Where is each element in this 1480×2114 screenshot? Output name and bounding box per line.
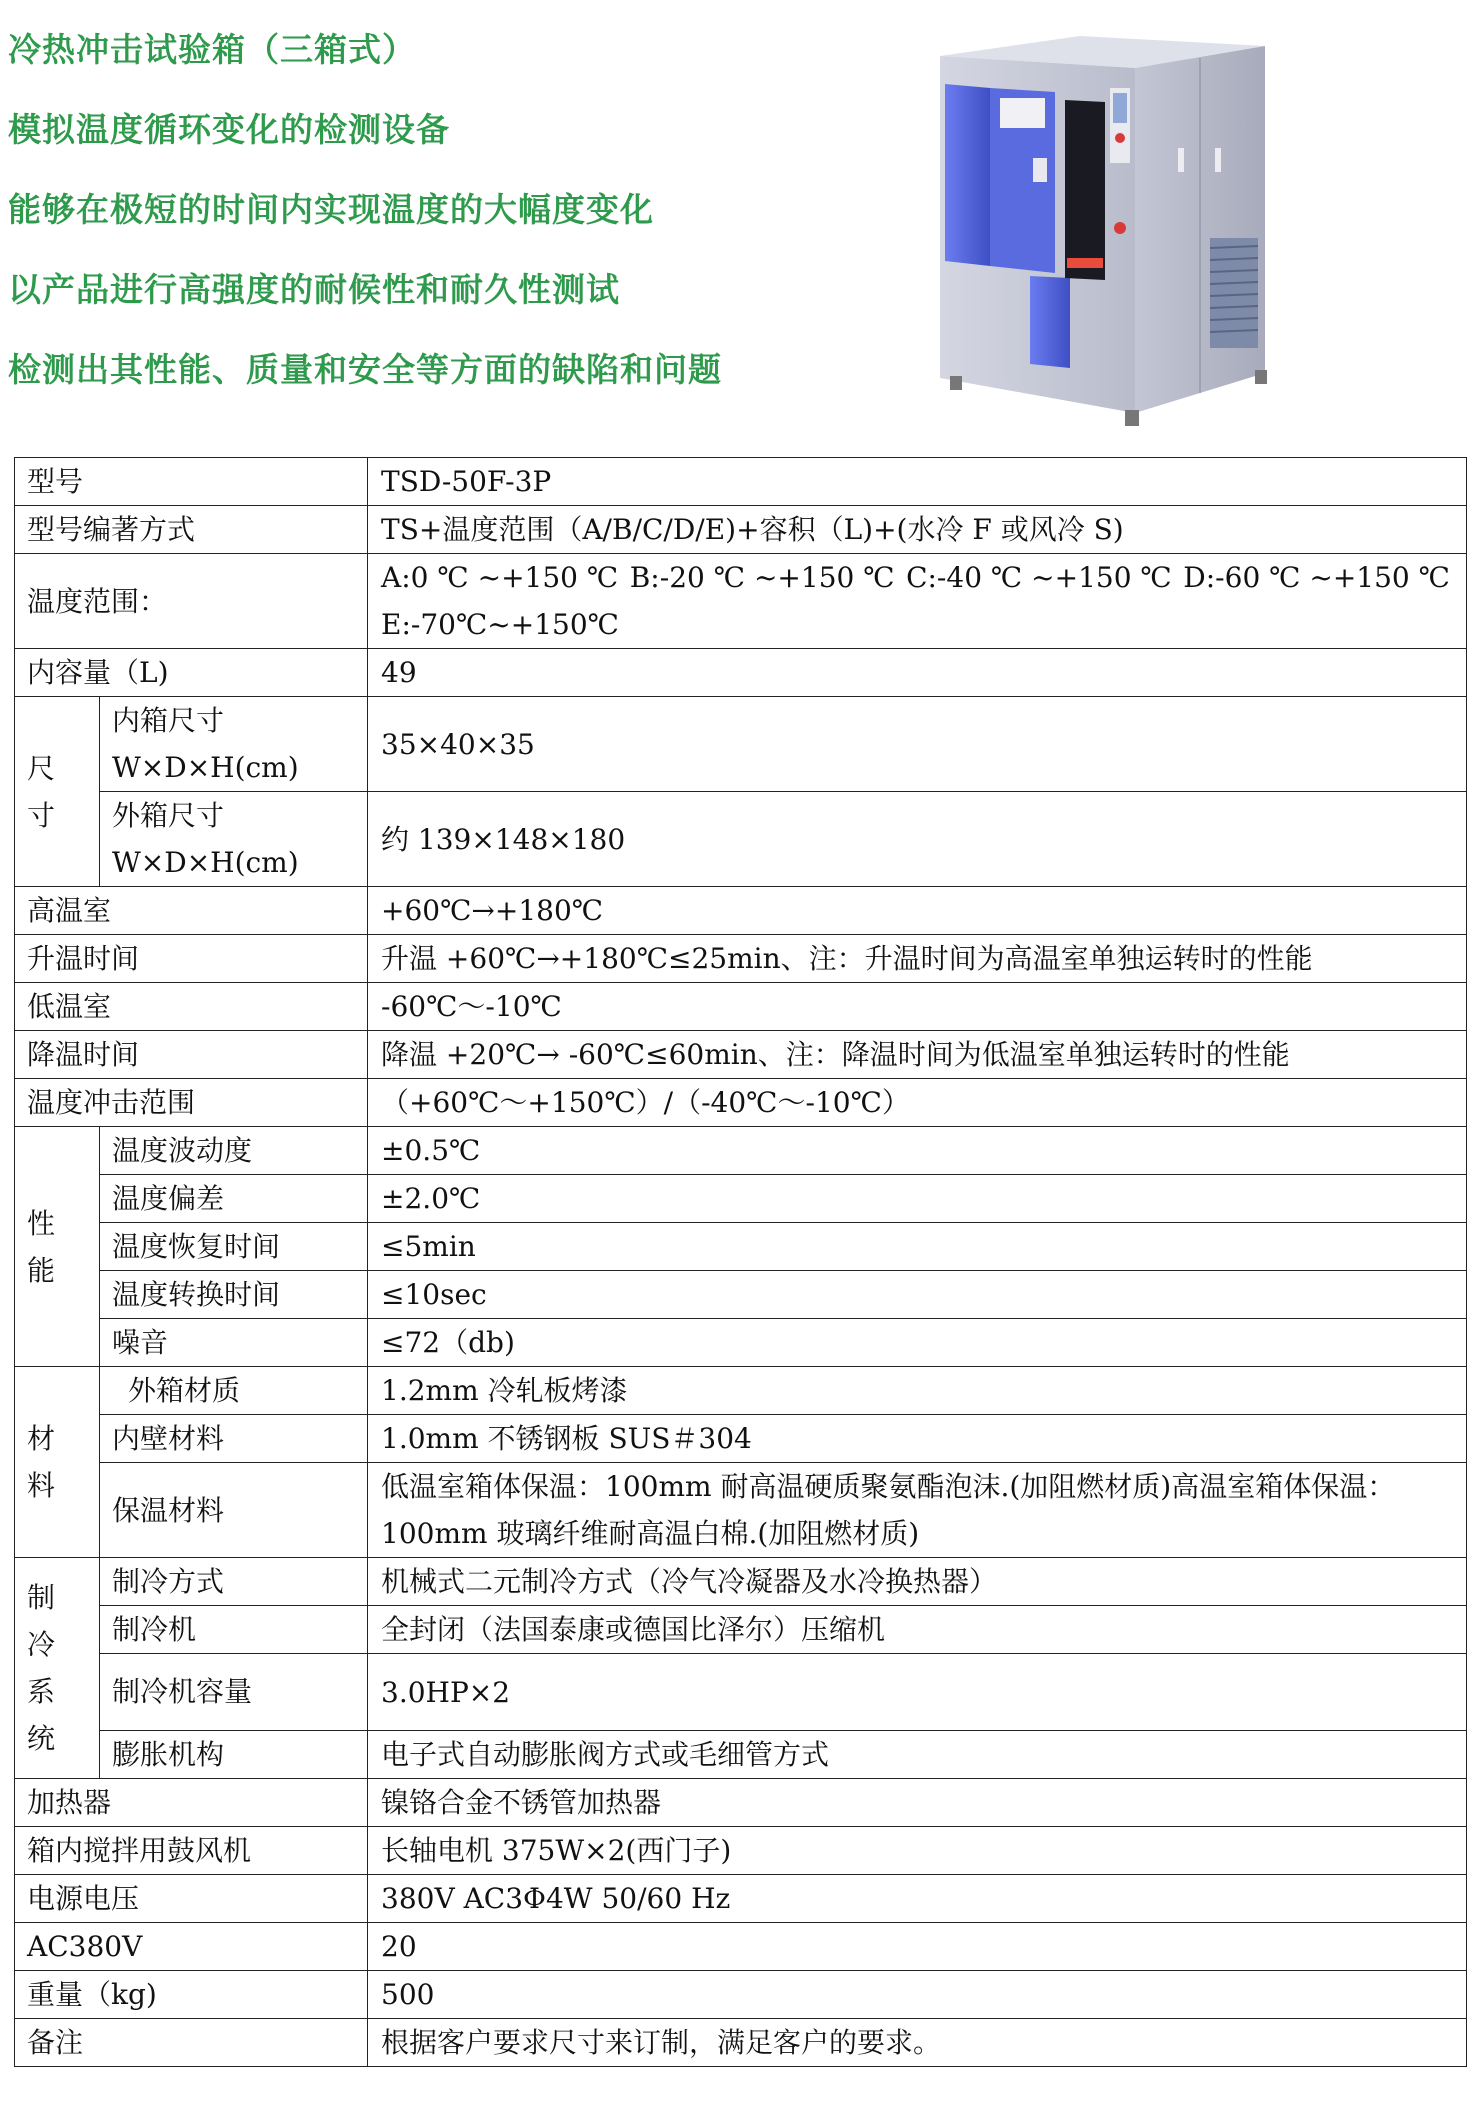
high-room-value: +60℃→+180℃ bbox=[368, 887, 1467, 935]
table-row bbox=[15, 458, 1467, 506]
table-row bbox=[15, 1031, 1467, 1079]
table-row bbox=[15, 792, 1467, 887]
table-row bbox=[15, 1319, 1467, 1367]
expansion-label: 膨胀机构 bbox=[100, 1731, 368, 1779]
headline-2: 模拟温度循环变化的检测设备 bbox=[8, 110, 450, 149]
table-row bbox=[15, 1558, 1467, 1606]
table-row bbox=[15, 1463, 1467, 1558]
insulation-label: 保温材料 bbox=[100, 1463, 368, 1558]
noise-label: 噪音 bbox=[100, 1319, 368, 1367]
spec-table bbox=[14, 457, 1467, 2067]
table-row bbox=[15, 1415, 1467, 1463]
model-value: TSD-50F-3P bbox=[368, 458, 1467, 506]
table-row bbox=[15, 1923, 1467, 1971]
table-row bbox=[15, 554, 1467, 649]
table-row bbox=[15, 506, 1467, 554]
volume-label: 内容量（L) bbox=[15, 649, 368, 697]
table-row bbox=[15, 1223, 1467, 1271]
weight-value: 500 bbox=[368, 1971, 1467, 2019]
high-room-label: 高温室 bbox=[15, 887, 368, 935]
outer-size-label: 外箱尺寸 W×D×H(cm) bbox=[100, 792, 368, 887]
heat-time-label: 升温时间 bbox=[15, 935, 368, 983]
headline-5: 检测出其性能、质量和安全等方面的缺陷和问题 bbox=[8, 350, 722, 389]
capacity-value: 3.0HP×2 bbox=[368, 1654, 1467, 1731]
power-value: 380V AC3Φ4W 50/60 Hz bbox=[368, 1875, 1467, 1923]
inner-size-label: 内箱尺寸 W×D×H(cm) bbox=[100, 697, 368, 792]
inner-material-label: 内壁材料 bbox=[100, 1415, 368, 1463]
deviation-label: 温度偏差 bbox=[100, 1175, 368, 1223]
table-row bbox=[15, 1827, 1467, 1875]
table-row bbox=[15, 1731, 1467, 1779]
table-row bbox=[15, 1175, 1467, 1223]
transition-label: 温度转换时间 bbox=[100, 1271, 368, 1319]
table-row bbox=[15, 1654, 1467, 1731]
noise-value: ≤72（db) bbox=[368, 1319, 1467, 1367]
model-label: 型号 bbox=[15, 458, 368, 506]
ac380-value: 20 bbox=[368, 1923, 1467, 1971]
table-row bbox=[15, 1079, 1467, 1127]
outer-material-label: 外箱材质 bbox=[100, 1367, 368, 1415]
temp-range-label: 温度范围： bbox=[15, 554, 368, 649]
table-row bbox=[15, 1971, 1467, 2019]
headline-3: 能够在极短的时间内实现温度的大幅度变化 bbox=[8, 190, 654, 229]
weight-label: 重量（kg) bbox=[15, 1971, 368, 2019]
fluctuation-value: ±0.5℃ bbox=[368, 1127, 1467, 1175]
refrigeration-group-label: 制 冷 系 统 bbox=[15, 1558, 100, 1779]
deviation-value: ±2.0℃ bbox=[368, 1175, 1467, 1223]
cooling-method-label: 制冷方式 bbox=[100, 1558, 368, 1606]
fluctuation-label: 温度波动度 bbox=[100, 1127, 368, 1175]
capacity-label: 制冷机容量 bbox=[100, 1654, 368, 1731]
table-row bbox=[15, 1367, 1467, 1415]
table-row bbox=[15, 1271, 1467, 1319]
low-room-value: -60℃～-10℃ bbox=[368, 983, 1467, 1031]
headline-1: 冷热冲击试验箱（三箱式） bbox=[8, 30, 416, 69]
outer-size-value: 约 139×148×180 bbox=[368, 792, 1467, 887]
table-row bbox=[15, 1779, 1467, 1827]
temp-range-a: A:0 ℃ ~+150 ℃ bbox=[381, 561, 619, 594]
fan-value: 长轴电机 375W×2(西门子) bbox=[368, 1827, 1467, 1875]
outer-material-value: 1.2mm 冷轧板烤漆 bbox=[368, 1367, 1467, 1415]
recovery-label: 温度恢复时间 bbox=[100, 1223, 368, 1271]
ac380-label: AC380V bbox=[15, 1923, 368, 1971]
inner-size-value: 35×40×35 bbox=[368, 697, 1467, 792]
shock-range-value: （+60℃～+150℃）/（-40℃～-10℃） bbox=[368, 1079, 1467, 1127]
heater-value: 镍铬合金不锈管加热器 bbox=[368, 1779, 1467, 1827]
heater-label: 加热器 bbox=[15, 1779, 368, 1827]
table-row bbox=[15, 935, 1467, 983]
power-label: 电源电压 bbox=[15, 1875, 368, 1923]
performance-group-label: 性 能 bbox=[15, 1127, 100, 1367]
compressor-value: 全封闭（法国泰康或德国比泽尔）压缩机 bbox=[368, 1606, 1467, 1654]
temp-range-value bbox=[368, 554, 1467, 649]
recovery-value: ≤5min bbox=[368, 1223, 1467, 1271]
temp-range-c: C:-40 ℃ ~+150 ℃ bbox=[906, 561, 1172, 594]
fan-label: 箱内搅拌用鼓风机 bbox=[15, 1827, 368, 1875]
inner-material-value: 1.0mm 不锈钢板 SUS＃304 bbox=[368, 1415, 1467, 1463]
expansion-value: 电子式自动膨胀阀方式或毛细管方式 bbox=[368, 1731, 1467, 1779]
table-row bbox=[15, 887, 1467, 935]
cooling-method-value: 机械式二元制冷方式（冷气冷凝器及水冷换热器） bbox=[368, 1558, 1467, 1606]
table-row bbox=[15, 983, 1467, 1031]
naming-label: 型号编著方式 bbox=[15, 506, 368, 554]
headline-4: 以产品进行高强度的耐候性和耐久性测试 bbox=[8, 270, 620, 309]
table-row bbox=[15, 2019, 1467, 2067]
table-row bbox=[15, 1606, 1467, 1654]
volume-value: 49 bbox=[368, 649, 1467, 697]
insulation-value: 低温室箱体保温：100mm 耐高温硬质聚氨酯泡沫.(加阻燃材质)高温室箱体保温： 100mm 玻璃纤维耐高温白棉.(加阻燃材质) bbox=[368, 1463, 1467, 1558]
shock-range-label: 温度冲击范围 bbox=[15, 1079, 368, 1127]
heat-time-value: 升温 +60℃→+180℃≤25min、注：升温时间为高温室单独运转时的性能 bbox=[368, 935, 1467, 983]
compressor-label: 制冷机 bbox=[100, 1606, 368, 1654]
temp-range-e: E:-70℃~+150℃ bbox=[381, 608, 619, 641]
transition-value: ≤10sec bbox=[368, 1271, 1467, 1319]
material-group-label: 材 料 bbox=[15, 1367, 100, 1558]
table-row bbox=[15, 1127, 1467, 1175]
cool-time-label: 降温时间 bbox=[15, 1031, 368, 1079]
temp-range-d: D:-60 ℃ ~+150 ℃ bbox=[1183, 561, 1450, 594]
table-row bbox=[15, 1875, 1467, 1923]
thermal-shock-chamber-illustration bbox=[930, 28, 1300, 428]
note-label: 备注 bbox=[15, 2019, 368, 2067]
naming-value: TS+温度范围（A/B/C/D/E)+容积（L)+(水冷 F 或风冷 S) bbox=[368, 506, 1467, 554]
cool-time-value: 降温 +20℃→ -60℃≤60min、注：降温时间为低温室单独运转时的性能 bbox=[368, 1031, 1467, 1079]
table-row bbox=[15, 697, 1467, 792]
temp-range-b: B:-20 ℃ ~+150 ℃ bbox=[629, 561, 895, 594]
note-value: 根据客户要求尺寸来订制，满足客户的要求。 bbox=[368, 2019, 1467, 2067]
table-row bbox=[15, 649, 1467, 697]
low-room-label: 低温室 bbox=[15, 983, 368, 1031]
size-group-label: 尺 寸 bbox=[15, 697, 100, 887]
